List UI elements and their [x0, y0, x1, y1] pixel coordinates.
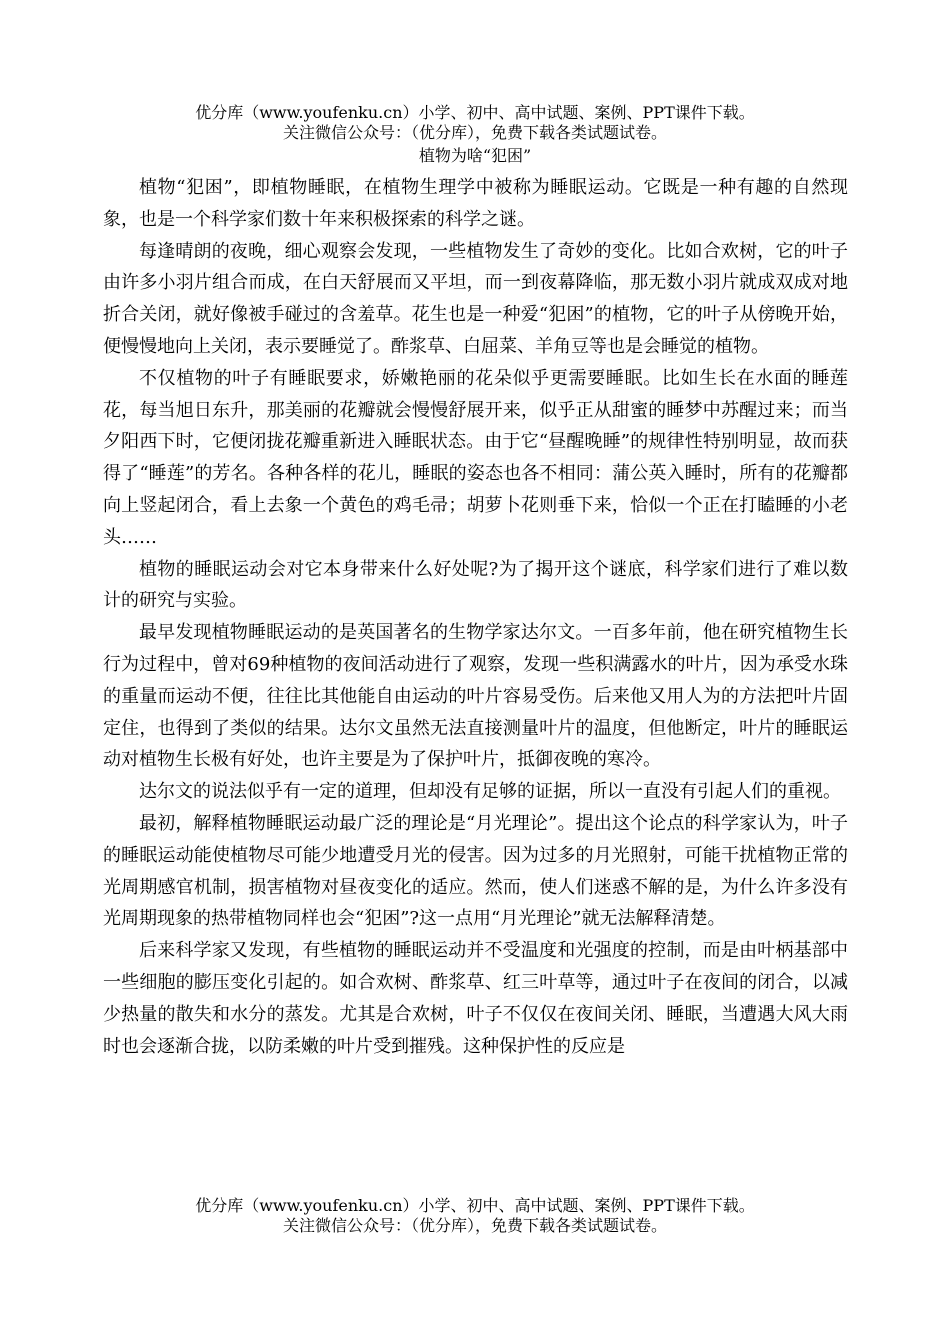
- page-header: [100, 103, 850, 143]
- paragraph: 最早发现植物睡眠运动的是英国著名的生物学家达尔文。一百多年前，他在研究植物生长行为过程中，曾对69种植物的夜间活动进行了观察，发现一些积满露水的叶片，因为承受水珠的重量而运动不便，往往比其他能自由运动的叶片容易受伤。后来他又用人为的方法把叶片固定住，也得到了类似的结果。达尔文虽然无法直接测量叶片的温度，但他断定，叶片的睡眠运动对植物生长极有好处，也许主要是为了保护叶片，抵御夜晚的寒冷。: [103, 622, 848, 771]
- article-body: [103, 172, 848, 1062]
- header-line-1: 优分库（www.youfenku.cn）小学、初中、高中试题、案例、PPT课件下载。: [195, 103, 755, 122]
- paragraph: 最初，解释植物睡眠运动最广泛的理论是“月光理论”。提出这个论点的科学家认为，叶子的睡眠运动能使植物尽可能少地遭受月光的侵害。因为过多的月光照射，可能干扰植物正常的光周期感官机制，损害植物对昼夜变化的适应。然而，使人们迷惑不解的是，为什么许多没有光周期现象的热带植物同样也会“犯困”?这一点用“月光理论”就无法解释清楚。: [103, 812, 848, 930]
- paragraph: 不仅植物的叶子有睡眠要求，娇嫩艳丽的花朵似乎更需要睡眠。比如生长在水面的睡莲花，每当旭日东升，那美丽的花瓣就会慢慢舒展开来，似乎正从甜蜜的睡梦中苏醒过来；而当夕阳西下时，它便闭拢花瓣重新进入睡眠状态。由于它“昼醒晚睡”的规律性特别明显，故而获得了“睡莲”的芳名。各种各样的花儿，睡眠的姿态也各不相同：蒲公英入睡时，所有的花瓣都向上竖起闭合，看上去象一个黄色的鸡毛帚；胡萝卜花则垂下来，恰似一个正在打瞌睡的小老头……: [103, 367, 848, 548]
- paragraph: 达尔文的说法似乎有一定的道理，但却没有足够的证据，所以一直没有引起人们的重视。: [139, 781, 841, 803]
- footer-line-1: 优分库（www.youfenku.cn）小学、初中、高中试题、案例、PPT课件下载。: [195, 1196, 755, 1215]
- page-footer: [100, 1196, 850, 1236]
- paragraph: 每逢晴朗的夜晚，细心观察会发现，一些植物发生了奇妙的变化。比如合欢树，它的叶子由许多小羽片组合而成，在白天舒展而又平坦，而一到夜幕降临，那无数小羽片就成双成对地折合关闭，就好像被手碰过的含羞草。花生也是一种爱“犯困”的植物，它的叶子从傍晚开始，便慢慢地向上关闭，表示要睡觉了。酢浆草、白屈菜、羊角豆等也是会睡觉的植物。: [103, 240, 848, 357]
- paragraph: 后来科学家又发现，有些植物的睡眠运动并不受温度和光强度的控制，而是由叶柄基部中一些细胞的膨压变化引起的。如合欢树、酢浆草、红三叶草等，通过叶子在夜间的闭合，以减少热量的散失和水分的蒸发。尤其是合欢树，叶子不仅仅在夜间关闭、睡眠，当遭遇大风大雨时也会逐渐合拢，以防柔嫩的叶片受到摧残。这种保护性的反应是: [103, 940, 848, 1057]
- footer-line-2: 关注微信公众号：（优分库），免费下载各类试题试卷。: [282, 1216, 667, 1235]
- header-line-2: 关注微信公众号：（优分库），免费下载各类试题试卷。: [282, 123, 667, 142]
- paragraph: 植物的睡眠运动会对它本身带来什么好处呢?为了揭开这个谜底，科学家们进行了难以数计的研究与实验。: [103, 558, 848, 612]
- article-title: 植物为啥“犯困”: [418, 146, 532, 165]
- paragraph: 植物“犯困”，即植物睡眠，在植物生理学中被称为睡眠运动。它既是一种有趣的自然现象，也是一个科学家们数十年来积极探索的科学之谜。: [103, 177, 848, 230]
